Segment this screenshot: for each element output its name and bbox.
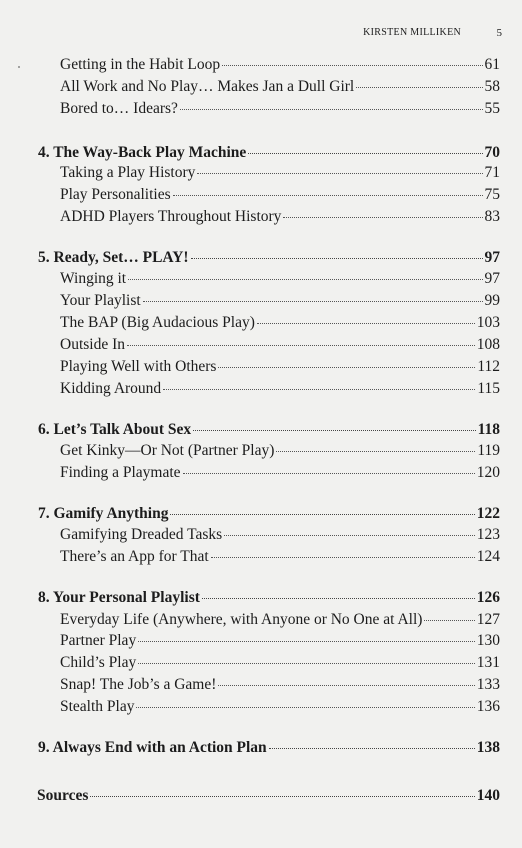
toc-dot-leader: [183, 472, 475, 474]
toc-dot-leader: [191, 257, 483, 259]
toc-sources-entry: [37, 787, 500, 809]
toc-entry-page: 99: [484, 292, 500, 309]
toc-entry-title: There’s an App for That: [60, 548, 209, 565]
toc-section-entry: [60, 464, 500, 486]
toc-entry-title: Sources: [37, 787, 89, 804]
toc-entry-page: 115: [477, 380, 500, 397]
toc-section-entry: [60, 336, 500, 358]
toc-section-entry: [60, 56, 500, 78]
toc-entry-page: 112: [477, 358, 500, 375]
toc-entry-page: 136: [476, 698, 500, 715]
toc-dot-leader: [276, 450, 475, 452]
toc-dot-leader: [202, 597, 475, 599]
toc-entry-title: All Work and No Play… Makes Jan a Dull Girl: [60, 78, 355, 95]
toc-entry-page: 103: [476, 314, 500, 331]
page-speck: [18, 66, 20, 68]
toc-entry-page: 138: [476, 739, 500, 756]
toc-entry-page: 71: [484, 164, 500, 181]
toc-entry-page: 133: [476, 676, 500, 693]
toc-dot-leader: [257, 322, 475, 324]
toc-dot-leader: [218, 684, 474, 686]
toc-section-entry: [60, 208, 500, 230]
toc-entry-page: 124: [476, 548, 500, 565]
toc-entry-title: Everyday Life (Anywhere, with Anyone or No One at All): [60, 611, 423, 628]
running-header: [0, 27, 522, 41]
toc-dot-leader: [173, 194, 483, 196]
toc-dot-leader: [138, 640, 475, 642]
toc-entry-title: Child’s Play: [60, 654, 137, 671]
toc-chapter-entry: [38, 144, 500, 166]
toc-entry-title: 4. The Way-Back Play Machine: [38, 144, 247, 161]
toc-entry-title: Gamifying Dreaded Tasks: [60, 526, 223, 543]
toc-entry-title: Playing Well with Others: [60, 358, 217, 375]
toc-section-entry: [60, 698, 500, 720]
toc-dot-leader: [283, 216, 482, 218]
toc-entry-title: Kidding Around: [60, 380, 162, 397]
toc-dot-leader: [424, 619, 474, 621]
toc-section-entry: [60, 632, 500, 654]
page-number: 5: [496, 27, 502, 39]
toc-entry-title: ADHD Players Throughout History: [60, 208, 282, 225]
toc-entry-title: Finding a Playmate: [60, 464, 181, 481]
toc-section-entry: [60, 442, 500, 464]
toc-entry-title: Winging it: [60, 270, 127, 287]
toc-entry-title: 7. Gamify Anything: [38, 505, 169, 522]
toc-entry-title: 5. Ready, Set… PLAY!: [38, 249, 189, 266]
toc-entry-page: 58: [484, 78, 500, 95]
toc-entry-page: 118: [477, 421, 500, 438]
toc-dot-leader: [138, 662, 475, 664]
toc-dot-leader: [356, 86, 482, 88]
toc-entry-title: Your Playlist: [60, 292, 141, 309]
toc-section-entry: [60, 78, 500, 100]
toc-dot-leader: [136, 706, 474, 708]
toc-entry-page: 120: [476, 464, 500, 481]
toc-section-entry: [60, 380, 500, 402]
toc-dot-leader: [218, 366, 475, 368]
toc-chapter-entry: [38, 589, 500, 611]
toc-section-entry: [60, 526, 500, 548]
toc-section-entry: [60, 270, 500, 292]
toc-entry-title: Getting in the Habit Loop: [60, 56, 221, 73]
toc-dot-leader: [224, 534, 475, 536]
toc-dot-leader: [269, 747, 475, 749]
toc-dot-leader: [197, 172, 482, 174]
toc-entry-page: 140: [476, 787, 500, 804]
toc-section-entry: [60, 186, 500, 208]
toc-entry-page: 55: [484, 100, 500, 117]
toc-section-entry: [60, 314, 500, 336]
toc-entry-page: 130: [476, 632, 500, 649]
toc-dot-leader: [222, 64, 482, 66]
toc-entry-title: The BAP (Big Audacious Play): [60, 314, 255, 331]
toc-dot-leader: [248, 152, 482, 154]
toc-entry-page: 126: [476, 589, 500, 606]
toc-entry-page: 131: [476, 654, 500, 671]
toc-entry-title: Play Personalities: [60, 186, 171, 203]
toc-section-entry: [60, 292, 500, 314]
toc-chapter-entry: [38, 249, 500, 271]
toc-entry-page: 61: [484, 56, 500, 73]
toc-entry-page: 97: [484, 270, 500, 287]
toc-dot-leader: [193, 429, 475, 431]
toc-entry-title: 6. Let’s Talk About Sex: [38, 421, 192, 438]
toc-dot-leader: [163, 388, 475, 390]
toc-entry-title: Bored to… Idears?: [60, 100, 178, 117]
toc-section-entry: [60, 676, 500, 698]
toc-dot-leader: [128, 278, 482, 280]
toc-entry-title: Taking a Play History: [60, 164, 196, 181]
toc-entry-page: 123: [476, 526, 500, 543]
toc-entry-page: 97: [484, 249, 500, 266]
toc-entry-page: 75: [484, 186, 500, 203]
toc-section-entry: [60, 548, 500, 570]
toc-entry-title: Partner Play: [60, 632, 137, 649]
running-header-author: KIRSTEN MILLIKEN: [363, 27, 461, 38]
toc-entry-page: 70: [484, 144, 500, 161]
toc-section-entry: [60, 654, 500, 676]
toc-section-entry: [60, 611, 500, 633]
toc-section-entry: [60, 358, 500, 380]
toc-entry-title: Get Kinky—Or Not (Partner Play): [60, 442, 275, 459]
toc-section-entry: [60, 164, 500, 186]
toc-entry-page: 83: [484, 208, 500, 225]
toc-dot-leader: [143, 300, 483, 302]
toc-entry-title: 8. Your Personal Playlist: [38, 589, 200, 606]
toc-entry-title: 9. Always End with an Action Plan: [38, 739, 267, 756]
toc-chapter-entry: [38, 739, 500, 761]
toc-dot-leader: [211, 556, 475, 558]
toc-entry-title: Stealth Play: [60, 698, 135, 715]
toc-section-entry: [60, 100, 500, 122]
toc-chapter-entry: [38, 421, 500, 443]
toc-entry-page: 122: [476, 505, 500, 522]
toc-dot-leader: [180, 108, 483, 110]
toc-entry-title: Snap! The Job’s a Game!: [60, 676, 217, 693]
toc-entry-page: 119: [477, 442, 500, 459]
toc-dot-leader: [170, 513, 474, 515]
toc-entry-title: Outside In: [60, 336, 126, 353]
toc-dot-leader: [127, 344, 475, 346]
toc-dot-leader: [90, 795, 474, 797]
toc-entry-page: 127: [476, 611, 500, 628]
toc-entry-page: 108: [476, 336, 500, 353]
toc-chapter-entry: [38, 505, 500, 527]
